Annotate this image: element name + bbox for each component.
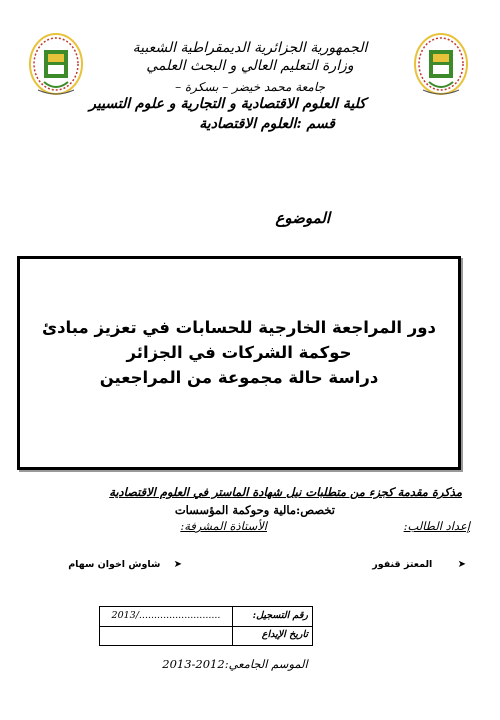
department-name: قسم :العلوم الاقتصادية [199,116,335,132]
university-logo-right [411,30,471,104]
faculty-name: كلية العلوم الاقتصادية و التجارية و علوم التسيير [89,96,366,112]
registration-number-row [100,607,312,627]
supervisor-entry [68,559,182,570]
thesis-title [20,315,458,390]
ministry-name: وزارة التعليم العالي و البحث العلمي [146,58,354,74]
supervisor-name: شاوش اخوان سهام [68,559,161,570]
subject-heading: الموضوع [275,209,330,227]
registration-number-value: 2013/........................... [100,607,233,626]
bullet-arrow-icon: ➤ [173,559,182,570]
university-logo-left [26,30,86,104]
academic-year: الموسم الجامعي:2012-2013 [162,657,308,671]
registration-table [99,606,313,646]
thesis-title-line3: دراسة حالة مجموعة من المراجعين [99,368,379,387]
student-entry [372,559,466,570]
republic-name: الجمهورية الجزائرية الديمقراطية الشعبية [132,40,368,56]
thesis-title-box [17,256,461,470]
university-name: جامعة محمد خيضر – بسكرة – [175,80,325,94]
student-name: المعتز قنفور [372,559,433,570]
registration-number-label: رقم التسجيل: [252,610,308,621]
thesis-title-line2: حوكمة الشركات في الجزائر [126,343,352,362]
memo-statement: مذكرة مقدمة كجزء من متطلبات نيل شهادة الماستر في العلوم الاقتصادية [109,485,462,499]
bullet-arrow-icon: ➤ [457,559,466,570]
specialization: تخصص:مالية وحوكمة المؤسسات [174,503,335,517]
deposit-date-label: تاريخ الإيداع [261,629,308,640]
prepared-by-label: إعداد الطالب: [403,519,470,533]
deposit-date-value [100,626,233,645]
deposit-date-row [100,626,312,645]
supervisor-label: الأستاذة المشرفة: [180,519,267,533]
thesis-title-line1: دور المراجعة الخارجية للحسابات في تعزيز مبادئ [41,318,437,337]
